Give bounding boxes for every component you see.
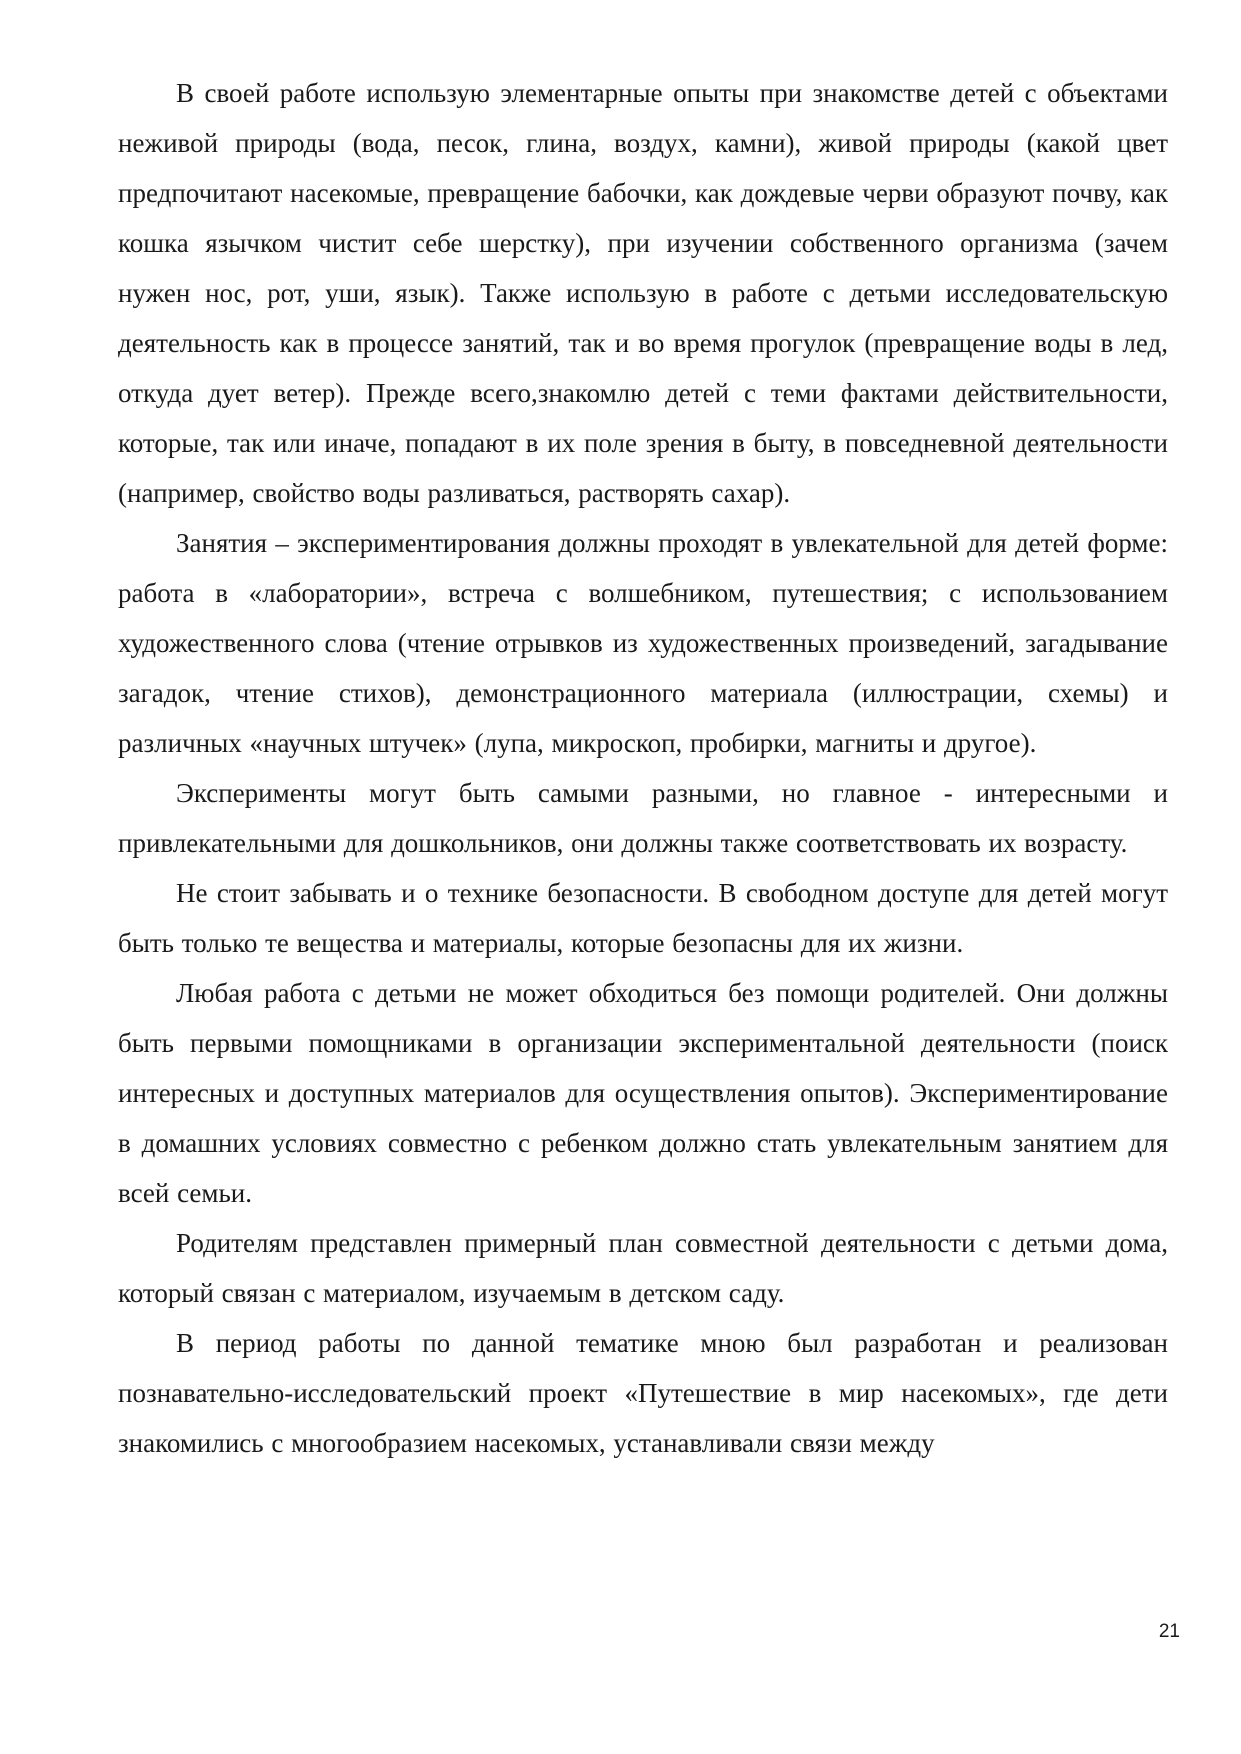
paragraph-4: Не стоит забывать и о технике безопасности. В свободном доступе для детей могут быть только те вещества и материалы, которые безопасны для их жизни. (118, 878, 1168, 958)
paragraph-1: В своей работе использую элементарные опыты при знакомстве детей с объектами неживой природы (вода, песок, глина, воздух, камни), живой природы (какой цвет предпочитают насекомые, превращение бабочки, как дождевые черви образуют почву, как кошка язычком чистит себе шерстку), при изучении собственного организма (зачем нужен нос, рот, уши, язык). Также использую в работе с детьми исследовательскую деятельность как в процессе занятий, так и во время прогулок (превращение воды в лед, откуда дует ветер). Прежде всего,знакомлю детей с теми фактами действительности, которые, так или иначе, попадают в их поле зрения в быту, в повседневной деятельности (например, свойство воды разливаться, растворять сахар). (118, 78, 1168, 508)
page-number: 21 (1158, 1621, 1180, 1642)
paragraph-5: Любая работа с детьми не может обходиться без помощи родителей. Они должны быть первыми помощниками в организации экспериментальной деятельности (поиск интересных и доступных материалов для осуществления опытов). Экспериментирование в домашних условиях совместно с ребенком должно стать увлекательным занятием для всей семьи. (118, 978, 1168, 1208)
paragraph-3: Эксперименты могут быть самыми разными, но главное - интересными и привлекательными для дошкольников, они должны также соответствовать их возрасту. (118, 778, 1168, 858)
paragraph-2: Занятия – экспериментирования должны проходят в увлекательной для детей форме: работа в «лаборатории», встреча с волшебником, путешествия; с использованием художественного слова (чтение отрывков из художественных произведений, загадывание загадок, чтение стихов), демонстрационного материала (иллюстрации, схемы) и различных «научных штучек» (лупа, микроскоп, пробирки, магниты и другое). (118, 528, 1168, 758)
paragraph-7: В период работы по данной тематике мною был разработан и реализован познавательно-исследовательский проект «Путешествие в мир насекомых», где дети знакомились с многообразием насекомых, устанавливали связи между (118, 1328, 1168, 1458)
text-body (118, 68, 1168, 1468)
paragraph-6: Родителям представлен примерный план совместной деятельности с детьми дома, который связан с материалом, изучаемым в детском саду. (118, 1228, 1168, 1308)
